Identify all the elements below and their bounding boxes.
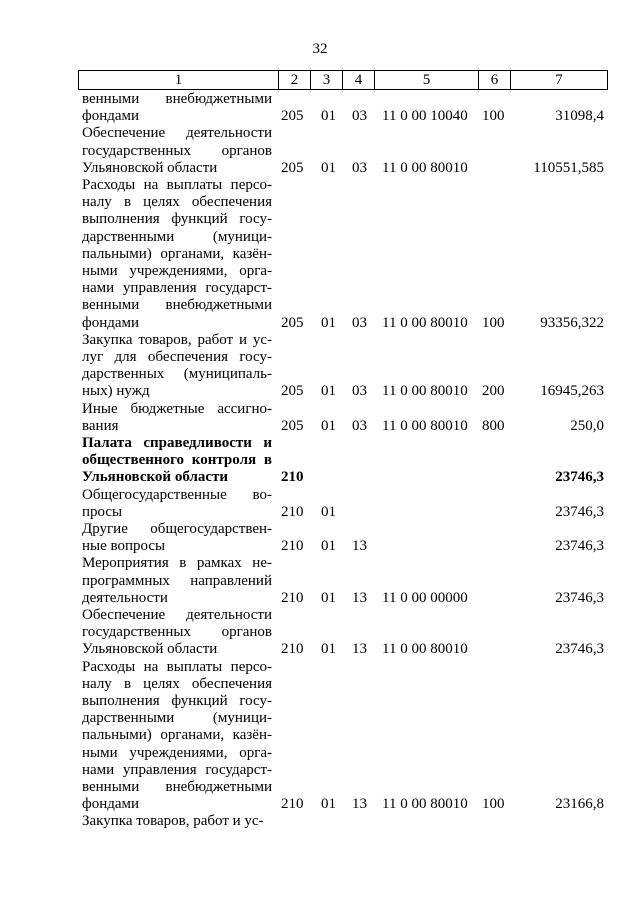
description-line: общественного контроля в [82, 452, 272, 469]
row-description [82, 659, 272, 814]
row-cell-c2: 205 [281, 314, 304, 331]
header-col-1: 1 [79, 71, 279, 89]
row-cell-c6: 200 [482, 383, 505, 400]
description-line: выполнения функций госу- [82, 693, 272, 709]
row-cell-c5: 11 0 00 80010 [382, 796, 468, 813]
description-line: программных направлений [82, 572, 272, 589]
header-col-5: 5 [375, 71, 479, 89]
header-col-4: 4 [343, 71, 375, 89]
description-line: пальными) органами, казён- [82, 727, 272, 744]
row-cell-c2: 205 [281, 159, 304, 176]
row-cell-c4: 13 [352, 538, 367, 555]
description-line: пальными) органами, казён- [82, 245, 272, 262]
row-description [82, 435, 272, 487]
row-cell-c7: 23746,3 [555, 503, 604, 520]
description-line: венными внебюджетными [82, 297, 272, 314]
description-line: просы [82, 503, 123, 520]
row-cell-c7: 110551,585 [533, 159, 604, 176]
row-cell-c6: 100 [482, 314, 505, 331]
row-cell-c3: 01 [321, 159, 336, 176]
row-cell-c5: 11 0 00 00000 [382, 589, 468, 606]
row-cell-c7: 250,0 [570, 417, 604, 434]
row-cell-c3: 01 [321, 641, 336, 658]
row-cell-c2: 210 [281, 469, 304, 486]
description-line: луг для обеспечения госу- [82, 349, 272, 365]
row-cell-c4: 03 [352, 383, 367, 400]
description-line: Ульяновской области [82, 159, 218, 176]
row-cell-c4: 03 [352, 417, 367, 434]
description-line: вания [82, 417, 119, 434]
row-cell-c7: 31098,4 [555, 108, 604, 125]
description-line: Закупка товаров, работ и ус- [82, 331, 272, 348]
row-cell-c7: 23166,8 [555, 796, 604, 813]
row-cell-c7: 16945,263 [540, 383, 604, 400]
row-cell-c3: 01 [321, 538, 336, 555]
header-col-7: 7 [555, 72, 563, 88]
row-cell-c4: 13 [352, 641, 367, 658]
row-description [82, 607, 272, 659]
description-line: Ульяновской области [82, 641, 218, 658]
description-line: ными учреждениями, орга- [82, 263, 272, 280]
row-cell-c6: 800 [482, 417, 505, 434]
description-line: дарственных (муниципаль- [82, 366, 272, 383]
row-cell-c2: 210 [281, 641, 304, 658]
description-line: фондами [82, 314, 140, 331]
description-line: венными внебюджетными [82, 779, 272, 796]
row-cell-c4: 03 [352, 108, 367, 125]
description-line: Закупка товаров, работ и ус- [82, 813, 264, 830]
description-line: Обеспечение деятельности [82, 125, 272, 142]
row-description [82, 125, 272, 177]
description-line: Расходы на выплаты персо- [82, 658, 272, 675]
row-cell-c3: 01 [321, 796, 336, 813]
row-cell-c7: 93356,322 [540, 314, 604, 331]
description-line: дарственными (муници- [82, 710, 272, 727]
row-cell-c5: 11 0 00 80010 [382, 417, 468, 434]
row-cell-c6: 100 [482, 796, 505, 813]
row-cell-c2: 210 [281, 503, 304, 520]
row-cell-c2: 205 [281, 108, 304, 125]
row-cell-c2: 210 [281, 589, 304, 606]
row-cell-c7: 23746,3 [555, 469, 604, 486]
description-line: деятельности [82, 589, 168, 606]
description-line: нами управления государст- [82, 280, 272, 297]
row-cell-c2: 210 [281, 796, 304, 813]
row-description [82, 521, 272, 555]
row-cell-c3: 01 [321, 108, 336, 125]
description-line: Палата справедливости и [82, 435, 272, 451]
description-line: государственных органов [82, 142, 272, 159]
description-line: нами управления государст- [82, 761, 272, 778]
description-line: Иные бюджетные ассигно- [82, 400, 272, 417]
row-cell-c3: 01 [321, 383, 336, 400]
row-cell-c2: 205 [281, 383, 304, 400]
description-line: выполнения функций госу- [82, 211, 272, 228]
row-cell-c7: 23746,3 [555, 641, 604, 658]
page-number: 32 [312, 41, 328, 57]
row-cell-c5: 11 0 00 80010 [382, 159, 468, 176]
row-cell-c4: 13 [352, 589, 367, 606]
row-cell-c3: 01 [321, 314, 336, 331]
table-header [78, 70, 608, 90]
row-cell-c3: 01 [321, 589, 336, 606]
description-line: венными внебюджетными [82, 91, 272, 107]
header-col-6: 6 [479, 71, 511, 89]
row-description [82, 91, 272, 125]
row-cell-c7: 23746,3 [555, 589, 604, 606]
description-line: налу в целях обеспечения [82, 194, 272, 211]
row-cell-c6: 100 [482, 108, 505, 125]
row-description [82, 177, 272, 332]
row-description [82, 555, 272, 607]
description-line: Обеспечение деятельности [82, 607, 272, 623]
description-line: Ульяновской области [82, 469, 229, 486]
description-line: ных) нужд [82, 383, 150, 400]
description-line: ными учреждениями, орга- [82, 744, 272, 761]
row-cell-c3: 01 [321, 417, 336, 434]
description-line: государственных органов [82, 624, 272, 641]
row-cell-c7: 23746,3 [555, 538, 604, 555]
description-line: фондами [82, 796, 140, 813]
description-line: налу в целях обеспечения [82, 675, 272, 692]
row-cell-c4: 03 [352, 159, 367, 176]
description-line: Мероприятия в рамках не- [82, 555, 272, 572]
row-cell-c5: 11 0 00 80010 [382, 314, 468, 331]
row-description [82, 487, 272, 521]
description-line: дарственными (муници- [82, 228, 272, 245]
description-line: ные вопросы [82, 538, 166, 555]
row-description [82, 813, 272, 830]
row-description [82, 332, 272, 401]
header-col-2: 2 [279, 71, 311, 89]
header-col-3: 3 [311, 71, 343, 89]
description-line: Общегосударственные во- [82, 486, 272, 503]
description-line: Расходы на выплаты персо- [82, 177, 272, 193]
description-line: фондами [82, 108, 140, 125]
row-cell-c2: 210 [281, 538, 304, 555]
row-cell-c5: 11 0 00 80010 [382, 641, 468, 658]
row-cell-c2: 205 [281, 417, 304, 434]
row-cell-c3: 01 [321, 503, 336, 520]
row-cell-c4: 13 [352, 796, 367, 813]
row-cell-c5: 11 0 00 10040 [382, 108, 468, 125]
description-line: Другие общегосударствен- [82, 521, 272, 537]
row-description [82, 401, 272, 435]
row-cell-c4: 03 [352, 314, 367, 331]
row-cell-c5: 11 0 00 80010 [382, 383, 468, 400]
